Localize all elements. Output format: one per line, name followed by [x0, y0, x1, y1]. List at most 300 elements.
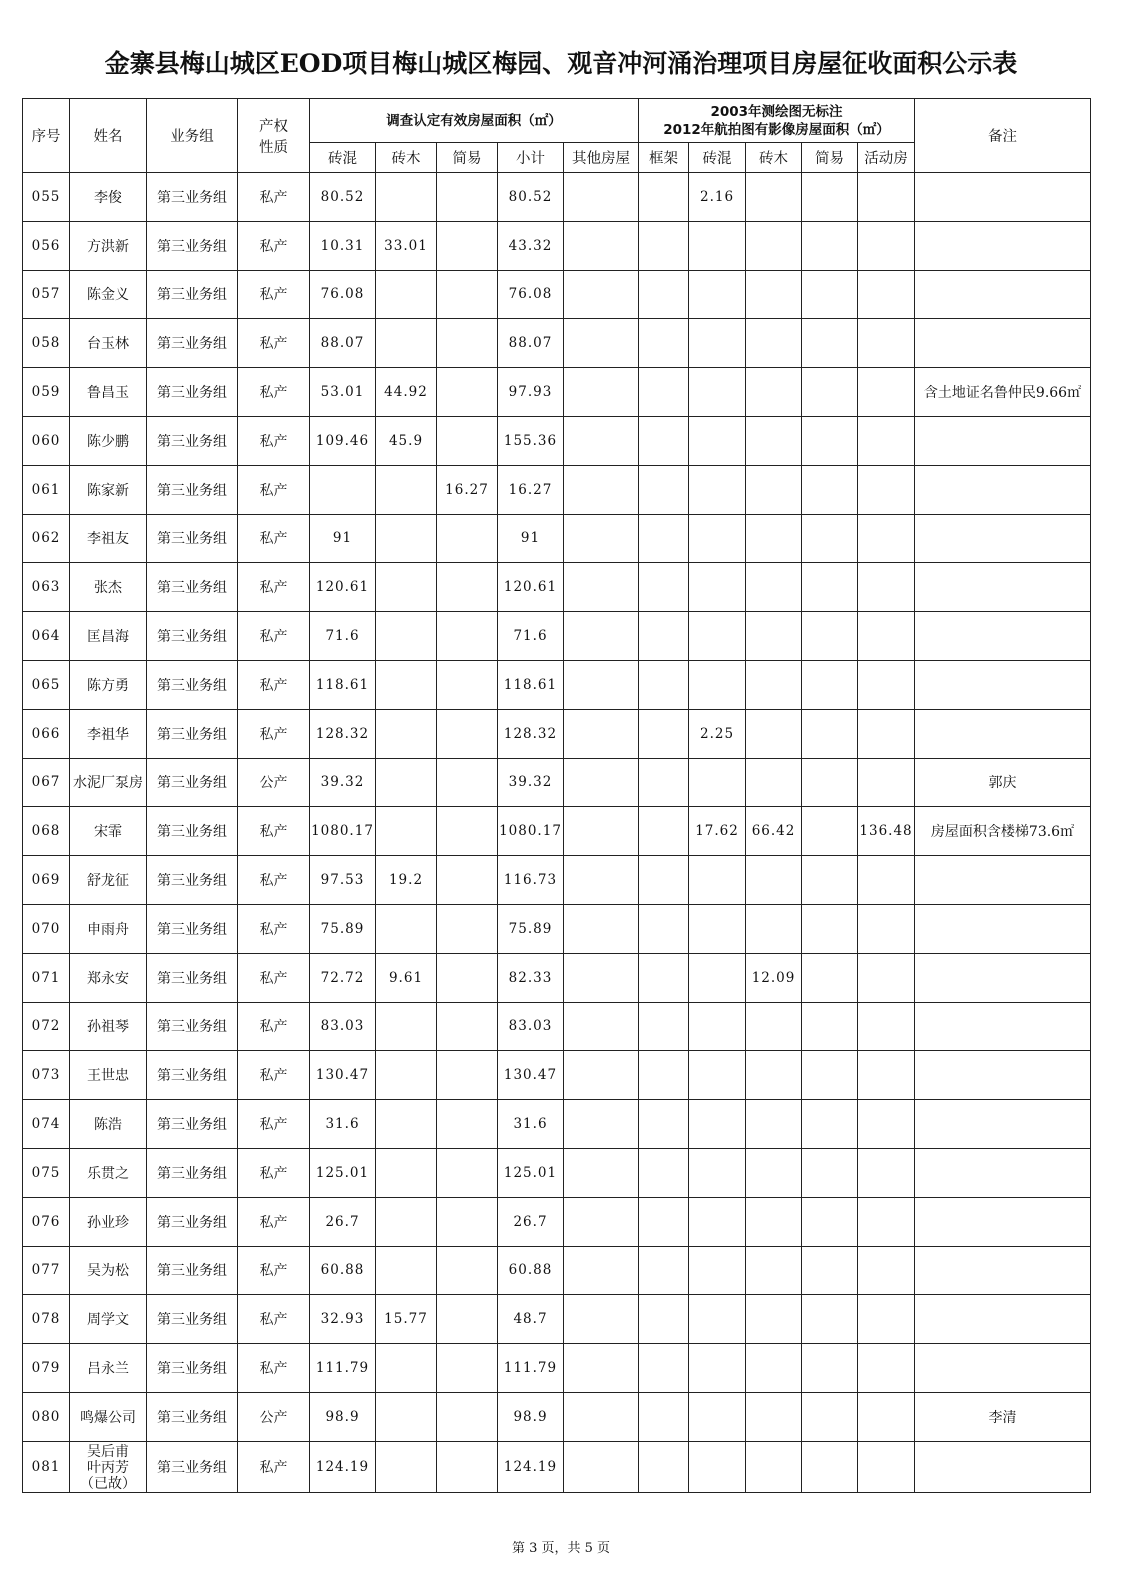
cell-aerial-brick-concrete: 2.16: [689, 173, 746, 222]
cell-brick-concrete: 128.32: [310, 709, 376, 758]
cell-seq: 066: [23, 709, 70, 758]
cell-ownership: 私产: [238, 563, 310, 612]
table-row: [23, 758, 1091, 807]
table-row: [23, 709, 1091, 758]
cell-aerial-brick-concrete: [689, 758, 746, 807]
cell-aerial-brick-concrete: [689, 368, 746, 417]
cell-ownership: 私产: [238, 904, 310, 953]
cell-remarks: [915, 1441, 1091, 1492]
cell-other: [564, 904, 639, 953]
cell-group: 第三业务组: [147, 270, 238, 319]
cell-aerial-brick-concrete: [689, 319, 746, 368]
cell-name: 鲁昌玉: [70, 368, 147, 417]
cell-other: [564, 807, 639, 856]
cell-remarks: [915, 1197, 1091, 1246]
cell-aerial-simple: [802, 173, 858, 222]
cell-mobile-house: [858, 709, 915, 758]
cell-aerial-brick-wood: [746, 465, 802, 514]
cell-aerial-brick-wood: [746, 1344, 802, 1393]
table-row: [23, 270, 1091, 319]
cell-frame: [639, 1246, 689, 1295]
cell-frame: [639, 904, 689, 953]
cell-ownership: 私产: [238, 1051, 310, 1100]
cell-remarks: [915, 612, 1091, 661]
cell-group: 第三业务组: [147, 514, 238, 563]
cell-simple: [437, 904, 498, 953]
cell-frame: [639, 416, 689, 465]
cell-brick-wood: 44.92: [376, 368, 437, 417]
cell-aerial-brick-concrete: [689, 465, 746, 514]
cell-frame: [639, 1441, 689, 1492]
cell-subtotal: 124.19: [498, 1441, 564, 1492]
cell-aerial-simple: [802, 758, 858, 807]
cell-aerial-simple: [802, 1441, 858, 1492]
cell-brick-concrete: 109.46: [310, 416, 376, 465]
cell-frame: [639, 1002, 689, 1051]
cell-aerial-brick-concrete: [689, 660, 746, 709]
cell-mobile-house: [858, 1002, 915, 1051]
cell-subtotal: 39.32: [498, 758, 564, 807]
cell-aerial-simple: [802, 807, 858, 856]
table-row: [23, 173, 1091, 222]
cell-ownership: 私产: [238, 856, 310, 905]
header-sub-aerial-brick-concrete: 砖混: [689, 143, 746, 173]
table-row: [23, 465, 1091, 514]
cell-remarks: [915, 221, 1091, 270]
cell-mobile-house: [858, 612, 915, 661]
cell-group: 第三业务组: [147, 856, 238, 905]
cell-other: [564, 856, 639, 905]
cell-name: 匡昌海: [70, 612, 147, 661]
cell-subtotal: 130.47: [498, 1051, 564, 1100]
cell-aerial-brick-wood: 66.42: [746, 807, 802, 856]
cell-remarks: [915, 1295, 1091, 1344]
cell-aerial-brick-wood: [746, 1051, 802, 1100]
cell-brick-concrete: 39.32: [310, 758, 376, 807]
cell-aerial-simple: [802, 1246, 858, 1295]
cell-seq: 072: [23, 1002, 70, 1051]
cell-frame: [639, 953, 689, 1002]
cell-name: 台玉林: [70, 319, 147, 368]
cell-brick-concrete: 97.53: [310, 856, 376, 905]
cell-aerial-brick-wood: [746, 368, 802, 417]
cell-group: 第三业务组: [147, 904, 238, 953]
cell-other: [564, 1441, 639, 1492]
cell-subtotal: 82.33: [498, 953, 564, 1002]
cell-subtotal: 97.93: [498, 368, 564, 417]
cell-remarks: [915, 709, 1091, 758]
table-row: [23, 368, 1091, 417]
cell-other: [564, 465, 639, 514]
cell-ownership: 私产: [238, 1246, 310, 1295]
cell-mobile-house: [858, 270, 915, 319]
cell-simple: [437, 612, 498, 661]
cell-ownership: 私产: [238, 1002, 310, 1051]
cell-mobile-house: [858, 319, 915, 368]
cell-aerial-brick-wood: [746, 1100, 802, 1149]
cell-mobile-house: [858, 1392, 915, 1441]
cell-simple: [437, 1246, 498, 1295]
cell-aerial-brick-wood: [746, 904, 802, 953]
cell-brick-wood: [376, 563, 437, 612]
cell-frame: [639, 612, 689, 661]
cell-group: 第三业务组: [147, 1100, 238, 1149]
cell-aerial-simple: [802, 514, 858, 563]
header-sub-subtotal: 小计: [498, 143, 564, 173]
cell-brick-wood: [376, 1197, 437, 1246]
cell-other: [564, 612, 639, 661]
cell-seq: 075: [23, 1148, 70, 1197]
cell-remarks: [915, 1051, 1091, 1100]
cell-subtotal: 80.52: [498, 173, 564, 222]
cell-brick-wood: 45.9: [376, 416, 437, 465]
cell-brick-concrete: 111.79: [310, 1344, 376, 1393]
cell-name: 乐贯之: [70, 1148, 147, 1197]
cell-subtotal: 155.36: [498, 416, 564, 465]
cell-ownership: 私产: [238, 612, 310, 661]
cell-remarks: [915, 1344, 1091, 1393]
cell-simple: [437, 807, 498, 856]
cell-group: 第三业务组: [147, 368, 238, 417]
table-row: [23, 1295, 1091, 1344]
cell-mobile-house: 136.48: [858, 807, 915, 856]
cell-brick-wood: [376, 270, 437, 319]
cell-subtotal: 48.7: [498, 1295, 564, 1344]
cell-brick-wood: [376, 1002, 437, 1051]
cell-mobile-house: [858, 368, 915, 417]
cell-ownership: 私产: [238, 319, 310, 368]
cell-remarks: 李清: [915, 1392, 1091, 1441]
cell-aerial-brick-wood: [746, 173, 802, 222]
cell-seq: 058: [23, 319, 70, 368]
cell-aerial-brick-concrete: [689, 514, 746, 563]
cell-group: 第三业务组: [147, 612, 238, 661]
cell-name: 郑永安: [70, 953, 147, 1002]
cell-name: 孙祖琴: [70, 1002, 147, 1051]
cell-remarks: [915, 416, 1091, 465]
cell-aerial-simple: [802, 1002, 858, 1051]
table-row: [23, 856, 1091, 905]
header-ownership-line2: 性质: [259, 139, 288, 156]
cell-mobile-house: [858, 1148, 915, 1197]
cell-simple: [437, 1295, 498, 1344]
cell-name: 吴为松: [70, 1246, 147, 1295]
cell-subtotal: 125.01: [498, 1148, 564, 1197]
cell-group: 第三业务组: [147, 1246, 238, 1295]
cell-frame: [639, 368, 689, 417]
cell-simple: [437, 1197, 498, 1246]
cell-remarks: [915, 1246, 1091, 1295]
cell-remarks: [915, 1100, 1091, 1149]
cell-simple: [437, 660, 498, 709]
cell-name: 王世忠: [70, 1051, 147, 1100]
cell-simple: [437, 221, 498, 270]
cell-seq: 079: [23, 1344, 70, 1393]
cell-remarks: [915, 856, 1091, 905]
cell-simple: [437, 1100, 498, 1149]
cell-name: 李祖友: [70, 514, 147, 563]
cell-ownership: 私产: [238, 1148, 310, 1197]
cell-group: 第三业务组: [147, 1148, 238, 1197]
cell-ownership: 私产: [238, 1344, 310, 1393]
cell-subtotal: 88.07: [498, 319, 564, 368]
cell-simple: [437, 1051, 498, 1100]
cell-simple: [437, 368, 498, 417]
cell-name: 陈金义: [70, 270, 147, 319]
header-ownership: [238, 99, 310, 173]
cell-aerial-brick-concrete: [689, 1002, 746, 1051]
cell-frame: [639, 1148, 689, 1197]
cell-remarks: [915, 563, 1091, 612]
cell-brick-concrete: 1080.17: [310, 807, 376, 856]
cell-simple: [437, 953, 498, 1002]
table-row: [23, 1246, 1091, 1295]
cell-brick-wood: [376, 1441, 437, 1492]
cell-aerial-brick-wood: [746, 1246, 802, 1295]
cell-remarks: [915, 904, 1091, 953]
cell-subtotal: 128.32: [498, 709, 564, 758]
cell-ownership: 私产: [238, 416, 310, 465]
cell-other: [564, 416, 639, 465]
cell-aerial-brick-wood: [746, 1295, 802, 1344]
cell-simple: [437, 758, 498, 807]
cell-seq: 081: [23, 1441, 70, 1492]
table-row: [23, 1344, 1091, 1393]
cell-aerial-brick-wood: [746, 563, 802, 612]
cell-group: 第三业务组: [147, 465, 238, 514]
cell-aerial-brick-concrete: [689, 1392, 746, 1441]
cell-remarks: [915, 1148, 1091, 1197]
expropriation-table: [22, 98, 1091, 1493]
cell-brick-concrete: 72.72: [310, 953, 376, 1002]
header-aerial-line1: 2003年测绘图无标注: [710, 103, 843, 120]
cell-subtotal: 118.61: [498, 660, 564, 709]
header-seq: 序号: [23, 99, 70, 173]
table-row: [23, 660, 1091, 709]
cell-brick-concrete: 60.88: [310, 1246, 376, 1295]
cell-brick-concrete: 10.31: [310, 221, 376, 270]
cell-simple: [437, 1344, 498, 1393]
cell-seq: 055: [23, 173, 70, 222]
cell-other: [564, 1344, 639, 1393]
cell-aerial-brick-wood: [746, 514, 802, 563]
cell-brick-concrete: [310, 465, 376, 514]
cell-name: 李祖华: [70, 709, 147, 758]
cell-frame: [639, 1051, 689, 1100]
cell-aerial-brick-wood: [746, 319, 802, 368]
header-aerial-area: [639, 99, 915, 143]
cell-group: 第三业务组: [147, 221, 238, 270]
table-row: [23, 1148, 1091, 1197]
cell-aerial-brick-wood: [746, 856, 802, 905]
cell-frame: [639, 1295, 689, 1344]
cell-aerial-brick-concrete: [689, 856, 746, 905]
cell-ownership: 私产: [238, 465, 310, 514]
cell-aerial-brick-concrete: [689, 904, 746, 953]
cell-aerial-brick-wood: 12.09: [746, 953, 802, 1002]
cell-brick-wood: [376, 612, 437, 661]
cell-brick-wood: 15.77: [376, 1295, 437, 1344]
cell-brick-wood: [376, 1148, 437, 1197]
cell-brick-concrete: 71.6: [310, 612, 376, 661]
cell-brick-wood: [376, 1392, 437, 1441]
cell-other: [564, 758, 639, 807]
cell-aerial-brick-concrete: [689, 1051, 746, 1100]
cell-name: 李俊: [70, 173, 147, 222]
cell-ownership: 私产: [238, 1441, 310, 1492]
cell-mobile-house: [858, 904, 915, 953]
cell-group: 第三业务组: [147, 758, 238, 807]
table-row: [23, 416, 1091, 465]
header-sub-mobile-house: 活动房: [858, 143, 915, 173]
cell-frame: [639, 465, 689, 514]
cell-seq: 070: [23, 904, 70, 953]
table-row: [23, 563, 1091, 612]
cell-name: 吕永兰: [70, 1344, 147, 1393]
cell-frame: [639, 319, 689, 368]
cell-subtotal: 71.6: [498, 612, 564, 661]
table-row: [23, 612, 1091, 661]
cell-aerial-brick-concrete: [689, 1344, 746, 1393]
cell-brick-wood: 33.01: [376, 221, 437, 270]
cell-group: 第三业务组: [147, 319, 238, 368]
cell-frame: [639, 1197, 689, 1246]
cell-subtotal: 26.7: [498, 1197, 564, 1246]
cell-group: 第三业务组: [147, 1197, 238, 1246]
cell-ownership: 公产: [238, 1392, 310, 1441]
page-footer: 第 3 页，共 5 页: [511, 1541, 611, 1556]
cell-other: [564, 660, 639, 709]
cell-brick-wood: 9.61: [376, 953, 437, 1002]
cell-group: 第三业务组: [147, 953, 238, 1002]
table-body: [23, 173, 1091, 1493]
cell-aerial-simple: [802, 1100, 858, 1149]
cell-name: 舒龙征: [70, 856, 147, 905]
cell-aerial-simple: [802, 465, 858, 514]
cell-brick-wood: [376, 660, 437, 709]
cell-aerial-simple: [802, 904, 858, 953]
cell-seq: 071: [23, 953, 70, 1002]
cell-group: 第三业务组: [147, 660, 238, 709]
cell-simple: [437, 1392, 498, 1441]
cell-brick-wood: [376, 465, 437, 514]
cell-ownership: 公产: [238, 758, 310, 807]
cell-aerial-brick-wood: [746, 758, 802, 807]
cell-aerial-simple: [802, 221, 858, 270]
header-sub-aerial-brick-wood: 砖木: [746, 143, 802, 173]
header-sub-brick-wood: 砖木: [376, 143, 437, 173]
cell-ownership: 私产: [238, 221, 310, 270]
cell-group: 第三业务组: [147, 563, 238, 612]
cell-other: [564, 709, 639, 758]
cell-aerial-simple: [802, 319, 858, 368]
cell-simple: [437, 173, 498, 222]
cell-aerial-brick-concrete: [689, 221, 746, 270]
table-row: [23, 1051, 1091, 1100]
cell-remarks: 郭庆: [915, 758, 1091, 807]
cell-group: 第三业务组: [147, 1392, 238, 1441]
cell-seq: 061: [23, 465, 70, 514]
cell-other: [564, 1295, 639, 1344]
page-title: 金寨县梅山城区EOD项目梅山城区梅园、观音冲河涌治理项目房屋征收面积公示表: [104, 49, 1018, 78]
cell-brick-wood: [376, 514, 437, 563]
cell-seq: 059: [23, 368, 70, 417]
table-row: [23, 1197, 1091, 1246]
cell-aerial-brick-concrete: 17.62: [689, 807, 746, 856]
cell-aerial-simple: [802, 1051, 858, 1100]
cell-remarks: [915, 465, 1091, 514]
cell-brick-concrete: 120.61: [310, 563, 376, 612]
cell-other: [564, 1100, 639, 1149]
cell-seq: 068: [23, 807, 70, 856]
cell-seq: 074: [23, 1100, 70, 1149]
cell-mobile-house: [858, 1100, 915, 1149]
cell-aerial-brick-wood: [746, 612, 802, 661]
cell-other: [564, 953, 639, 1002]
cell-aerial-brick-wood: [746, 1148, 802, 1197]
cell-mobile-house: [858, 416, 915, 465]
header-aerial-line2: 2012年航拍图有影像房屋面积（㎡）: [663, 121, 890, 138]
cell-seq: 065: [23, 660, 70, 709]
cell-group: 第三业务组: [147, 807, 238, 856]
header-remarks: 备注: [915, 99, 1091, 173]
cell-name: 陈家新: [70, 465, 147, 514]
cell-remarks: 房屋面积含楼梯73.6㎡: [915, 807, 1091, 856]
cell-frame: [639, 660, 689, 709]
cell-ownership: 私产: [238, 173, 310, 222]
cell-subtotal: 16.27: [498, 465, 564, 514]
cell-name: 申雨舟: [70, 904, 147, 953]
cell-frame: [639, 173, 689, 222]
cell-aerial-brick-wood: [746, 1002, 802, 1051]
cell-name: 孙业珍: [70, 1197, 147, 1246]
table-row: [23, 514, 1091, 563]
cell-remarks: [915, 953, 1091, 1002]
cell-mobile-house: [858, 465, 915, 514]
cell-aerial-brick-wood: [746, 270, 802, 319]
cell-remarks: [915, 660, 1091, 709]
header-sub-aerial-simple: 简易: [802, 143, 858, 173]
cell-aerial-brick-wood: [746, 1197, 802, 1246]
cell-aerial-brick-wood: [746, 709, 802, 758]
cell-frame: [639, 563, 689, 612]
cell-aerial-simple: [802, 563, 858, 612]
cell-aerial-simple: [802, 1197, 858, 1246]
cell-ownership: 私产: [238, 1295, 310, 1344]
cell-remarks: [915, 319, 1091, 368]
cell-mobile-house: [858, 1197, 915, 1246]
cell-brick-concrete: 118.61: [310, 660, 376, 709]
cell-simple: [437, 270, 498, 319]
cell-frame: [639, 807, 689, 856]
cell-brick-concrete: 130.47: [310, 1051, 376, 1100]
cell-subtotal: 60.88: [498, 1246, 564, 1295]
cell-mobile-house: [858, 1246, 915, 1295]
cell-aerial-brick-wood: [746, 1392, 802, 1441]
cell-group: 第三业务组: [147, 173, 238, 222]
cell-other: [564, 270, 639, 319]
cell-aerial-simple: [802, 953, 858, 1002]
cell-mobile-house: [858, 758, 915, 807]
cell-aerial-simple: [802, 1148, 858, 1197]
cell-mobile-house: [858, 1295, 915, 1344]
cell-frame: [639, 1392, 689, 1441]
cell-brick-wood: [376, 709, 437, 758]
cell-mobile-house: [858, 173, 915, 222]
cell-remarks: [915, 1002, 1091, 1051]
cell-name: 鸣爆公司: [70, 1392, 147, 1441]
cell-brick-concrete: 91: [310, 514, 376, 563]
